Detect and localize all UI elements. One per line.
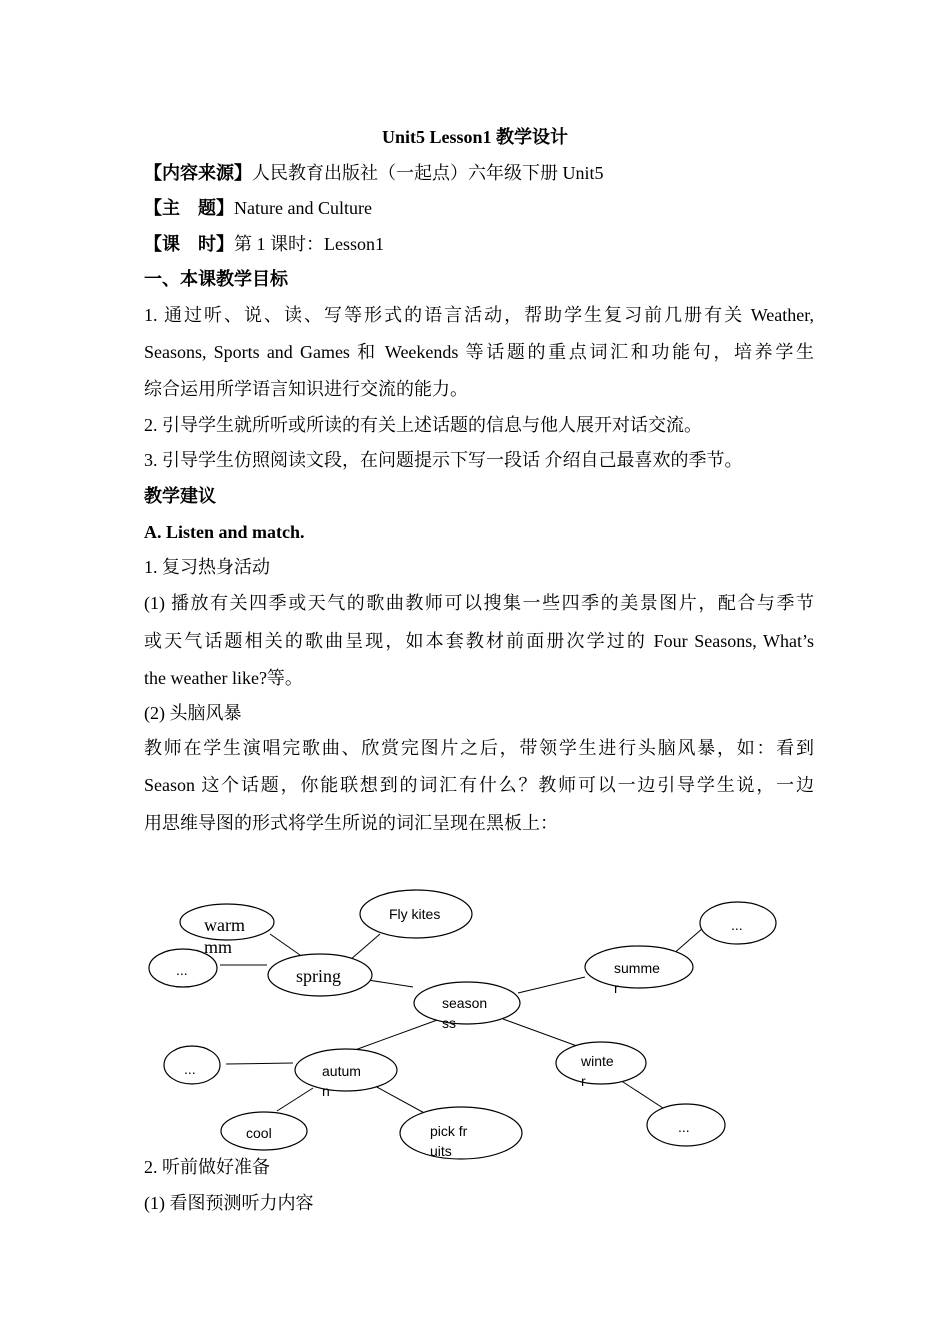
step2: 2. 听前做好准备 bbox=[144, 1157, 270, 1177]
connector-summer-dots bbox=[672, 928, 703, 955]
season-mindmap bbox=[140, 885, 800, 1165]
partA-heading: A. Listen and match. bbox=[144, 522, 305, 542]
connector-seasons-autumn bbox=[355, 1019, 440, 1050]
node-dots-right-bottom: ... bbox=[678, 1119, 690, 1135]
period-label: 【课 时】 bbox=[144, 234, 234, 254]
connector-warm-spring bbox=[270, 934, 300, 955]
goal3: 3. 引导学生仿照阅读文段，在问题提示下写一段话 介绍自己最喜欢的季节。 bbox=[144, 450, 743, 470]
goal1-line3: 综合运用所学语言知识进行交流的能力。 bbox=[144, 379, 468, 399]
connector-autumn-cool bbox=[277, 1088, 313, 1111]
node-dots-right-top: ... bbox=[731, 917, 743, 933]
node-flykites: Fly kites bbox=[389, 906, 441, 922]
theme-text: Nature and Culture bbox=[234, 198, 372, 218]
brainstorm-line2: Season 这个话题，你能联想到的词汇有什么？教师可以一边引导学生说，一边 bbox=[144, 775, 814, 795]
brainstorm-line3: 用思维导图的形式将学生所说的词汇呈现在黑板上： bbox=[144, 813, 558, 833]
content-source-text: 人民教育出版社（一起点）六年级下册 Unit5 bbox=[252, 163, 604, 183]
connector-flykites-spring bbox=[350, 934, 380, 960]
step1-1-line1: (1) 播放有关四季或天气的歌曲教师可以搜集一些四季的美景图片，配合与季节 bbox=[144, 593, 814, 613]
document-title: Unit5 Lesson1 教学设计 bbox=[381, 127, 569, 147]
node-spring: spring bbox=[296, 966, 341, 986]
connector-seasons-winter bbox=[503, 1019, 577, 1046]
goal2: 2. 引导学生就所听或所读的有关上述话题的信息与他人展开对话交流。 bbox=[144, 415, 702, 435]
connector-winter-dots bbox=[620, 1080, 666, 1110]
period-line bbox=[144, 231, 814, 257]
content-source-line bbox=[144, 160, 814, 186]
node-summer: summe r bbox=[614, 960, 660, 996]
connector-autumn-pickfruits bbox=[375, 1086, 428, 1115]
goal1-line1: 1. 通过听、说、读、写等形式的语言活动，帮助学生复习前几册有关 Weather, bbox=[144, 305, 814, 325]
node-dots-left-top: ... bbox=[176, 962, 188, 978]
section2-heading: 教学建议 bbox=[144, 486, 216, 506]
connector-dots-autumn bbox=[226, 1063, 293, 1064]
content-source-label: 【内容来源】 bbox=[144, 163, 252, 183]
step1-1-line3: the weather like?等。 bbox=[144, 668, 303, 688]
node-cool: cool bbox=[246, 1125, 272, 1141]
node-warm: warm mm bbox=[204, 915, 245, 957]
step1-1-line2: 或天气话题相关的歌曲呈现，如本套教材前面册次学过的 Four Seasons, What’s bbox=[144, 631, 814, 651]
node-seasons: season ss bbox=[442, 995, 488, 1031]
step2-1: (1) 看图预测听力内容 bbox=[144, 1193, 314, 1213]
node-winter: winte r bbox=[581, 1053, 614, 1089]
connector-seasons-summer bbox=[518, 977, 585, 993]
goal1-line2: Seasons, Sports and Games 和 Weekends 等话题的重点词汇和功能句，培养学生 bbox=[144, 342, 814, 362]
period-text: 第 1 课时：Lesson1 bbox=[234, 234, 384, 254]
node-autumn: autum n bbox=[322, 1063, 361, 1099]
brainstorm-line1: 教师在学生演唱完歌曲、欣赏完图片之后，带领学生进行头脑风暴，如：看到 bbox=[144, 738, 814, 758]
step1: 1. 复习热身活动 bbox=[144, 557, 270, 577]
section1-heading: 一、本课教学目标 bbox=[144, 269, 288, 289]
node-dots-left-bottom: ... bbox=[184, 1061, 196, 1077]
theme-line bbox=[144, 195, 814, 221]
theme-label: 【主 题】 bbox=[144, 198, 234, 218]
step1-2: (2) 头脑风暴 bbox=[144, 703, 242, 723]
node-pickfruits: pick fruits bbox=[430, 1123, 468, 1159]
